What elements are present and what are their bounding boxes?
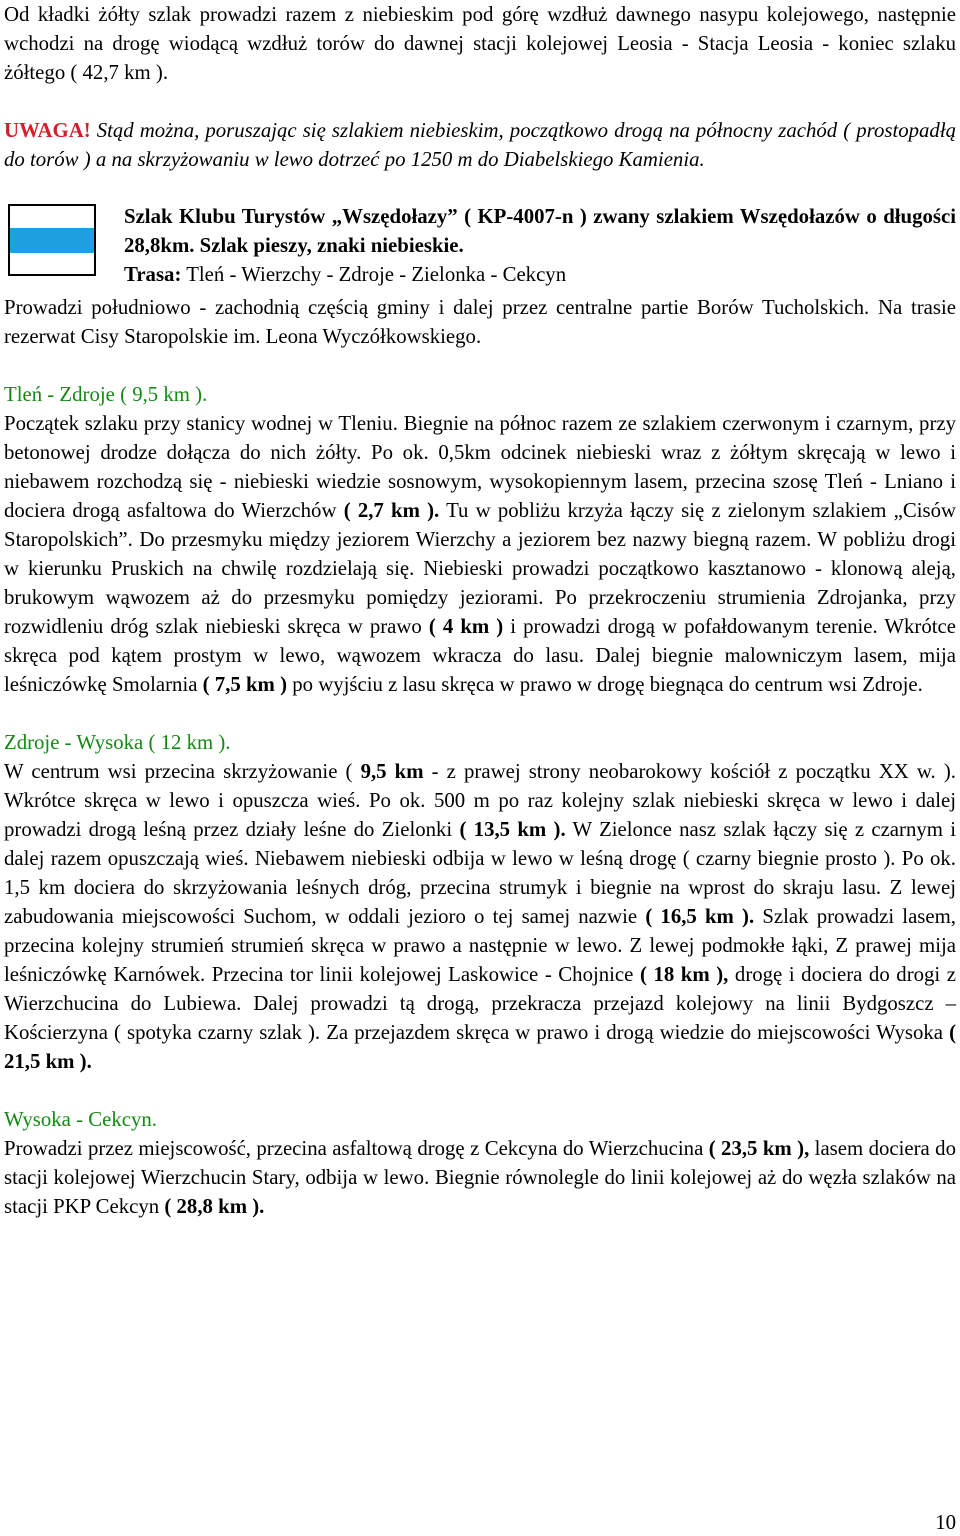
- distance-marker: ( 21,5 km ).: [4, 1021, 956, 1073]
- section-text: Prowadzi przez miejscowość, przecina asfaltową drogę z Cekcyna do Wierzchucina: [4, 1137, 709, 1160]
- distance-marker: ( 7,5 km ): [202, 673, 288, 696]
- trail-sign-stripe: [10, 228, 94, 253]
- section-text: drogę i dociera do drogi z Wierzchucina do Lubiewa. Dalej prowadzi tą drogą, przekracza przejazd kolejowy na linii Bydgoszcz – Kościerzyna ( spotyka czarny szlak ). Za przejazdem skręca w prawo i drogą wiedzie do miejscowości Wysoka: [4, 963, 956, 1044]
- section-paragraph: [4, 409, 956, 699]
- intro-paragraph: Od kładki żółty szlak prowadzi razem z niebieskim pod górę wzdłuż dawnego nasypu kolejowego, następnie wchodzi na drogę wiodącą wzdłuż torów do dawnej stacji kolejowej Leosia - Stacja Leosia - koniec szlaku żółtego ( 42,7 km ).: [4, 3, 956, 84]
- section-text: Tu w pobliżu krzyża łączy się z zielonym szlakiem „Cisów Staropolskich”. Do przesmyku między jeziorem Wierzchy a jeziorem bez nazwy biegną razem. W pobliżu drogi w kierunku Pruskich na chwilę rozdzielają się. Niebieski prowadzi początkowo kasztanowo - klonową aleją, brukowym wąwozem aż do przesmyku pomiędzy jeziorami. Po przekroczeniu strumienia Zdrojanka, przy rozwidleniu dróg szlak niebieski skręca w prawo: [4, 499, 957, 638]
- section-text: Początek szlaku przy stanicy wodnej w Tleniu. Biegnie na północ razem ze szlakiem czerwonym i czarnym, przy betonowej drodze dołącza do nich żółty. Po ok. 0,5km odcinek niebieski wraz z żółtym skręcają w lewo i niebawem rozchodzą się - niebieski wiedzie sosnowym, wysokopiennym lasem, przecina szosę Tleń - Lniano i dociera drogą asfaltowa do Wierzchów: [4, 412, 956, 522]
- distance-marker: ( 28,8 km ).: [164, 1195, 265, 1218]
- section-heading: Zdroje - Wysoka ( 12 km ).: [4, 731, 231, 754]
- page-content: [4, 0, 956, 1221]
- section-text: Szlak prowadzi lasem, przecina kolejny strumień strumień skręca w prawo a następnie w lewo. Z lewej podmokłe łąki, Z prawej mija leśniczówkę Karnówek. Przecina tor linii kolejowej Laskowice - Chojnice: [4, 905, 956, 986]
- blue-trail-sign-icon: [8, 204, 96, 276]
- section-text: W centrum wsi przecina skrzyżowanie (: [4, 760, 361, 783]
- distance-marker: 9,5 km: [360, 760, 424, 783]
- distance-marker: ( 18 km ),: [639, 963, 729, 986]
- warning-text: Stąd można, poruszając się szlakiem niebieskim, początkowo drogą na północny zachód ( prostopadłą do torów ) a na skrzyżowaniu w lewo dotrzeć po 1250 m do Diabelskiego Kamienia.: [4, 119, 956, 171]
- warning-label: UWAGA!: [4, 119, 91, 142]
- section-text: - z prawej strony neobarokowy kościół z początku XX w. ). Wkrótce skręca w lewo i opuszcza wieś. Po ok. 500 m po raz kolejny szlak niebieski skręca w lewo i dalej prowadzi drogą leśną przez działy leśne do Zielonki: [4, 760, 956, 841]
- route-text: Tleń - Wierzchy - Zdroje - Zielonka - Cekcyn: [181, 263, 567, 286]
- section-text: po wyjściu z lasu skręca w prawo w drogę biegnąca do centrum wsi Zdroje.: [287, 673, 923, 696]
- section-heading: Tleń - Zdroje ( 9,5 km ).: [4, 383, 208, 406]
- section-heading: Wysoka - Cekcyn.: [4, 1108, 157, 1131]
- distance-marker: ( 23,5 km ),: [708, 1137, 810, 1160]
- distance-marker: ( 2,7 km ).: [343, 499, 440, 522]
- trail-header: [4, 204, 956, 286]
- warning-paragraph: [4, 116, 956, 174]
- trail-sections: [4, 380, 956, 1221]
- trail-title: Szlak Klubu Turystów „Wszędołazy” ( KP-4007-n ) zwany szlakiem Wszędołazów o długości 28,8km. Szlak pieszy, znaki niebieskie.: [124, 205, 956, 257]
- distance-marker: ( 4 km ): [428, 615, 504, 638]
- section-text: lasem dociera do stacji kolejowej Wierzchucin Stary, odbija w lewo. Biegnie równolegle do linii kolejowej aż do węzła szlaków na stacji PKP Cekcyn: [4, 1137, 956, 1218]
- section-paragraph: [4, 757, 956, 1076]
- page-number: 10: [935, 1511, 956, 1534]
- section-paragraph: [4, 1134, 956, 1221]
- trail-info: [124, 202, 956, 289]
- section-text: W Zielonce nasz szlak łączy się z czarnym i dalej razem opuszczają wieś. Niebawem niebieski odbija w lewo w leśną drogę ( czarny biegnie prosto ). Po ok. 1,5 km dociera do skrzyżowania leśnych dróg, przecina strumyk i biegnie na wprost do skraju lasu. Z lewej zabudowania miejscowości Suchom, w oddali jezioro o tej samej nazwie: [4, 818, 956, 928]
- trail-route: [124, 260, 956, 289]
- trail-description: Prowadzi południowo - zachodnią częścią gminy i dalej przez centralne partie Borów Tucholskich. Na trasie rezerwat Cisy Staropolskie im. Leona Wyczółkowskiego.: [4, 296, 956, 348]
- route-label: Trasa:: [124, 263, 182, 286]
- distance-marker: ( 13,5 km ).: [459, 818, 566, 841]
- distance-marker: ( 16,5 km ).: [645, 905, 755, 928]
- section-text: i prowadzi drogą w pofałdowanym terenie. Wkrótce skręca pod kątem prostym w lewo, wąwozem wkracza do lasu. Dalej biegnie malowniczym lasem, mija leśniczówkę Smolarnia: [4, 615, 956, 696]
